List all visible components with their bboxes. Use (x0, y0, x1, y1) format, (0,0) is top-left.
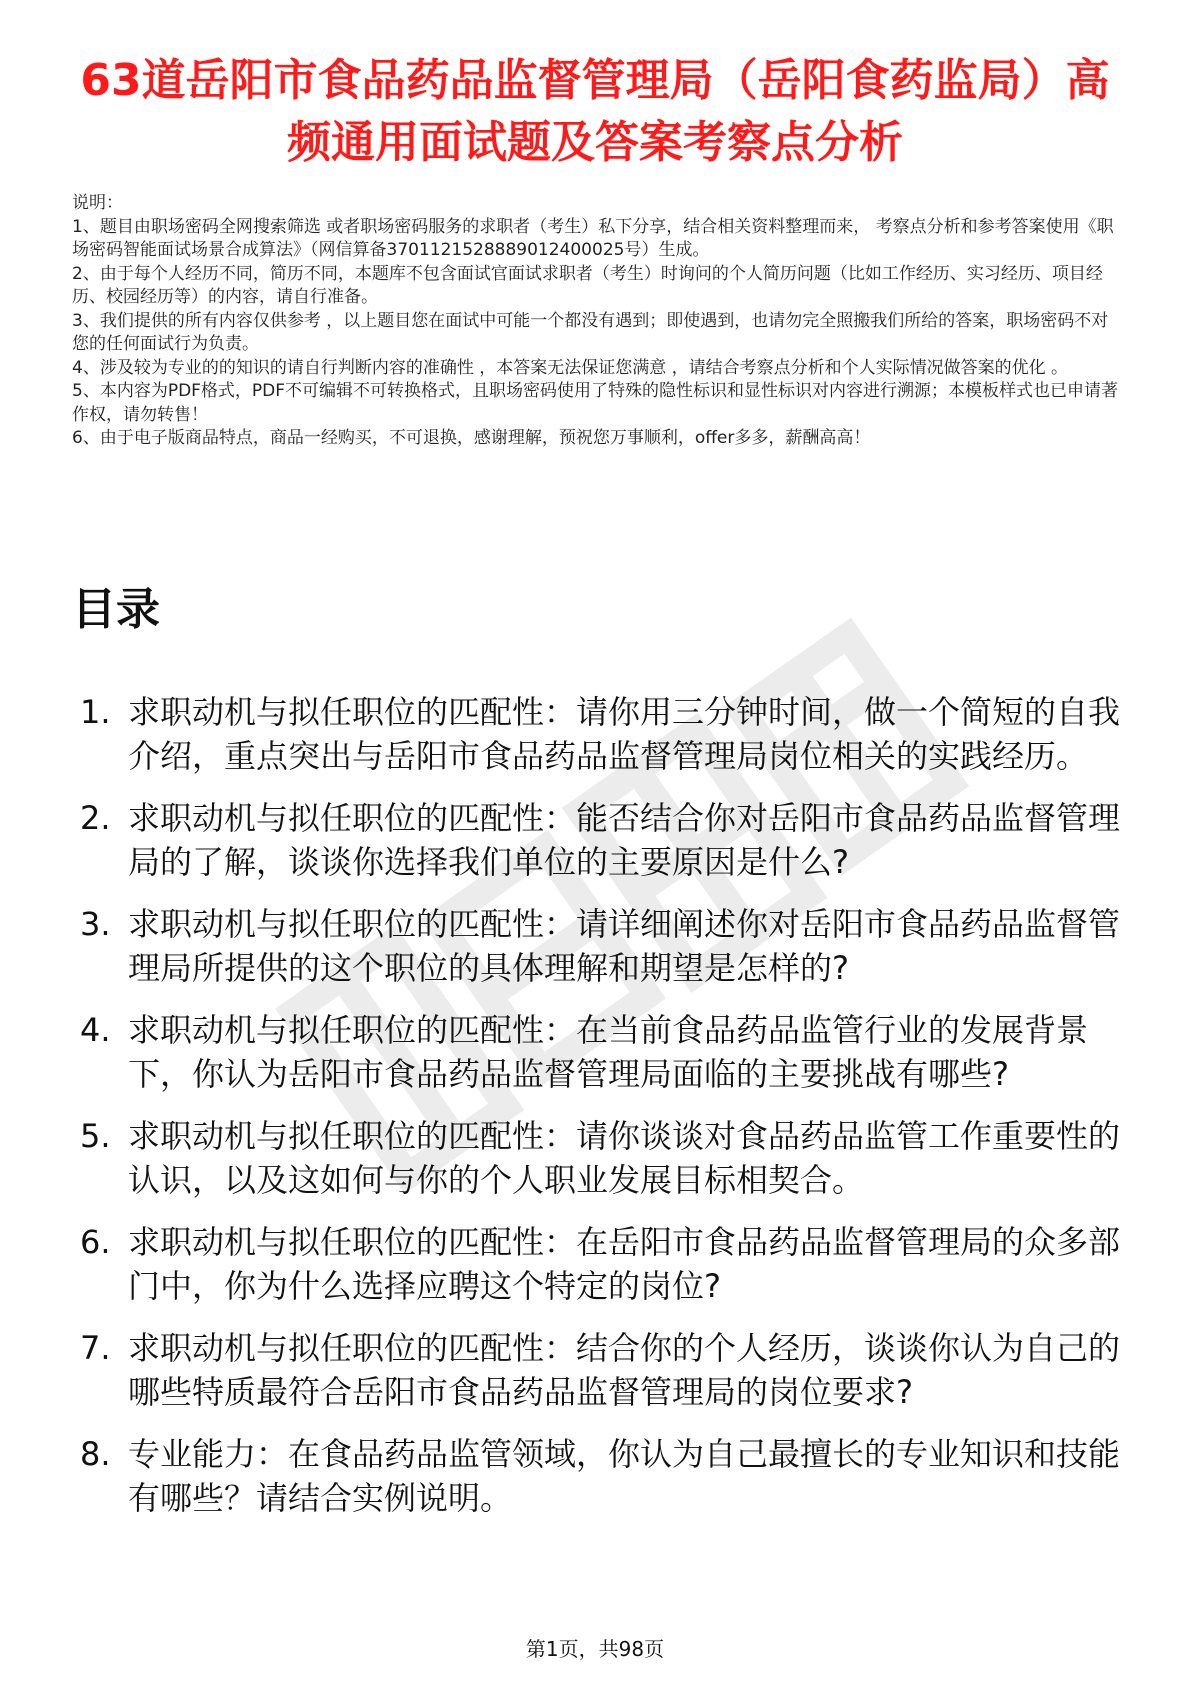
toc-item-text: 求职动机与拟任职位的匹配性：请你用三分钟时间，做一个简短的自我介绍，重点突出与岳阳市食品药品监督管理局岗位相关的实践经历。 (128, 693, 1121, 775)
toc-item[interactable] (72, 796, 1132, 884)
toc-item-number: 1. (80, 693, 111, 731)
toc-item-text: 专业能力：在食品药品监管领域，你认为自己最擅长的专业知识和技能有哪些？请结合实例说明。 (128, 1435, 1121, 1517)
toc-item-text: 求职动机与拟任职位的匹配性：在岳阳市食品药品监督管理局的众多部门中，你为什么选择应聘这个特定的岗位? (128, 1223, 1121, 1305)
note-item: 2、由于每个人经历不同，简历不同，本题库不包含面试官面试求职者（考生）时询问的个人简历问题（比如工作经历、实习经历、项目经历、校园经历等）的内容，请自行准备。 (72, 263, 1103, 307)
toc-item[interactable] (72, 1114, 1132, 1202)
note-item: 5、本内容为PDF格式，PDF不可编辑不可转换格式，且职场密码使用了特殊的隐性标识和显性标识对内容进行溯源；本模板样式也已申请著作权，请勿转售！ (72, 381, 1119, 425)
toc-item-text: 求职动机与拟任职位的匹配性：请详细阐述你对岳阳市食品药品监督管理局所提供的这个职位的具体理解和期望是怎样的? (128, 905, 1121, 987)
toc-item-text: 求职动机与拟任职位的匹配性：结合你的个人经历，谈谈你认为自己的哪些特质最符合岳阳市食品药品监督管理局的岗位要求? (128, 1329, 1121, 1411)
toc-item-number: 5. (80, 1117, 111, 1155)
toc-item-number: 2. (80, 799, 111, 837)
note-item: 1、题目由职场密码全网搜索筛选 或者职场密码服务的求职者（考生）私下分享，结合相关资料整理而来， 考察点分析和参考答案使用《职场密码智能面试场景合成算法》（网信算备3701121528889012400025号）生成。 (72, 216, 1114, 260)
toc-item[interactable] (72, 902, 1132, 990)
toc-item-text: 求职动机与拟任职位的匹配性：请你谈谈对食品药品监管工作重要性的认识，以及这如何与你的个人职业发展目标相契合。 (128, 1117, 1121, 1199)
toc-item[interactable] (72, 1326, 1132, 1414)
toc-item-number: 3. (80, 905, 111, 943)
instructions-block (72, 192, 1122, 451)
toc-item[interactable] (72, 1008, 1132, 1096)
page-number-footer: 第1页，共98页 (525, 1637, 665, 1661)
page-title: 63道岳阳市食品药品监督管理局（岳阳食药监局）高频通用面试题及答案考察点分析 (80, 55, 1110, 168)
toc-item-number: 4. (80, 1011, 111, 1049)
table-of-contents (72, 690, 1132, 1538)
toc-item-number: 6. (80, 1223, 111, 1261)
note-item: 4、涉及较为专业的的知识的请自行判断内容的准确性 ，本答案无法保证您满意 ，请结合考察点分析和个人实际情况做答案的优化 。 (72, 357, 1069, 378)
toc-item-number: 7. (80, 1329, 111, 1367)
note-item: 3、我们提供的所有内容仅供参考 ，以上题目您在面试中可能一个都没有遇到；即使遇到，也请勿完全照搬我们所给的答案，职场密码不对您的任何面试行为负责。 (72, 310, 1109, 354)
toc-item[interactable] (72, 690, 1132, 778)
toc-item[interactable] (72, 1220, 1132, 1308)
toc-heading: 目录 (72, 584, 160, 635)
note-item: 6、由于电子版商品特点，商品一经购买，不可退换，感谢理解，预祝您万事顺利，offer多多，薪酬高高！ (72, 428, 871, 448)
toc-item-text: 求职动机与拟任职位的匹配性：在当前食品药品监管行业的发展背景下，你认为岳阳市食品药品监督管理局面临的主要挑战有哪些? (128, 1011, 1089, 1093)
toc-item-number: 8. (80, 1435, 111, 1473)
note-heading: 说明： (72, 193, 123, 213)
toc-item-text: 求职动机与拟任职位的匹配性：能否结合你对岳阳市食品药品监督管理局的了解，谈谈你选择我们单位的主要原因是什么? (128, 799, 1121, 881)
toc-item[interactable] (72, 1432, 1132, 1520)
